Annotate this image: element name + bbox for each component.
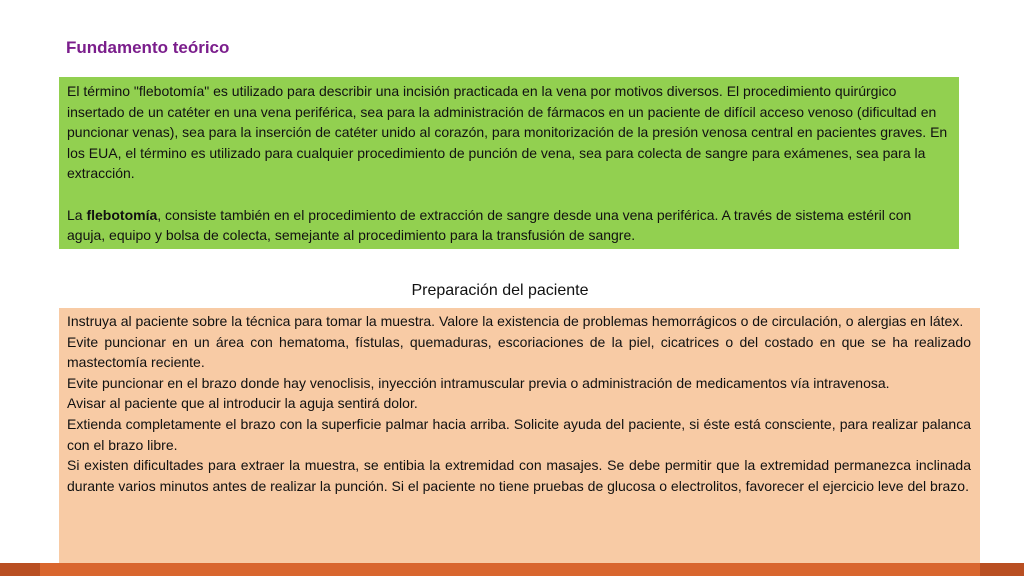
preparation-box xyxy=(59,308,980,563)
paragraph-gap xyxy=(67,184,951,205)
definition-paragraph-2 xyxy=(67,205,951,246)
p2-bold-term: flebotomía xyxy=(86,206,158,223)
p2-suffix: , consiste también en el procedimiento de extracción de sangre desde una vena periférica. A través de sistema estéril con aguja, equipo y bolsa de colecta, semejante al procedimiento para la transfusión de sangre. xyxy=(67,206,912,244)
footer-left-block xyxy=(0,563,40,576)
preparation-item: Si existen dificultades para extraer la muestra, se entibia la extremidad con masajes. Se debe permitir que la extremidad permanezca inclinada durante varios minutos antes de realizar la punción. Si el paciente no tiene pruebas de glucosa o electrolitos, favorecer el ejercicio leve del brazo. xyxy=(67,457,971,494)
preparation-item: Extienda completamente el brazo con la superficie palmar hacia arriba. Solicite ayuda del paciente, si éste está consciente, para realizar palanca con el brazo libre. xyxy=(67,415,971,453)
definition-box xyxy=(59,77,959,249)
preparation-item: Avisar al paciente que al introducir la aguja sentirá dolor. xyxy=(67,395,418,412)
slide-title: Fundamento teórico xyxy=(66,38,230,57)
footer-bar xyxy=(0,563,1024,576)
footer-right-block xyxy=(980,563,1024,576)
preparation-item: Evite puncionar en un área con hematoma, fístulas, quemaduras, escoriaciones de la piel, cicatrices o del costado en que se ha realizado mastectomía reciente. xyxy=(67,333,971,371)
definition-paragraph-1: El término "flebotomía" es utilizado para describir una incisión practicada en la vena por motivos diversos. El procedimiento quirúrgico insertado de un catéter en una vena periférica, sea para la administración de fármacos en un paciente de difícil acceso venoso (dificultad en puncionar venas), sea para la inserción de catéter unido al corazón, para monitorización de la presión venosa central en pacientes graves. En los EUA, el término es utilizado para cualquier procedimiento de punción de vena, sea para colecta de sangre para exámenes, sea para la extracción. xyxy=(67,83,948,182)
section-subtitle: Preparación del paciente xyxy=(411,282,589,299)
p2-prefix: La xyxy=(67,206,87,223)
preparation-item: Instruya al paciente sobre la técnica para tomar la muestra. Valore la existencia de problemas hemorrágicos o de circulación, o alergias en látex. xyxy=(67,313,964,329)
preparation-item: Evite puncionar en el brazo donde hay venoclisis, inyección intramuscular previa o administración de medicamentos vía intravenosa. xyxy=(67,374,890,391)
